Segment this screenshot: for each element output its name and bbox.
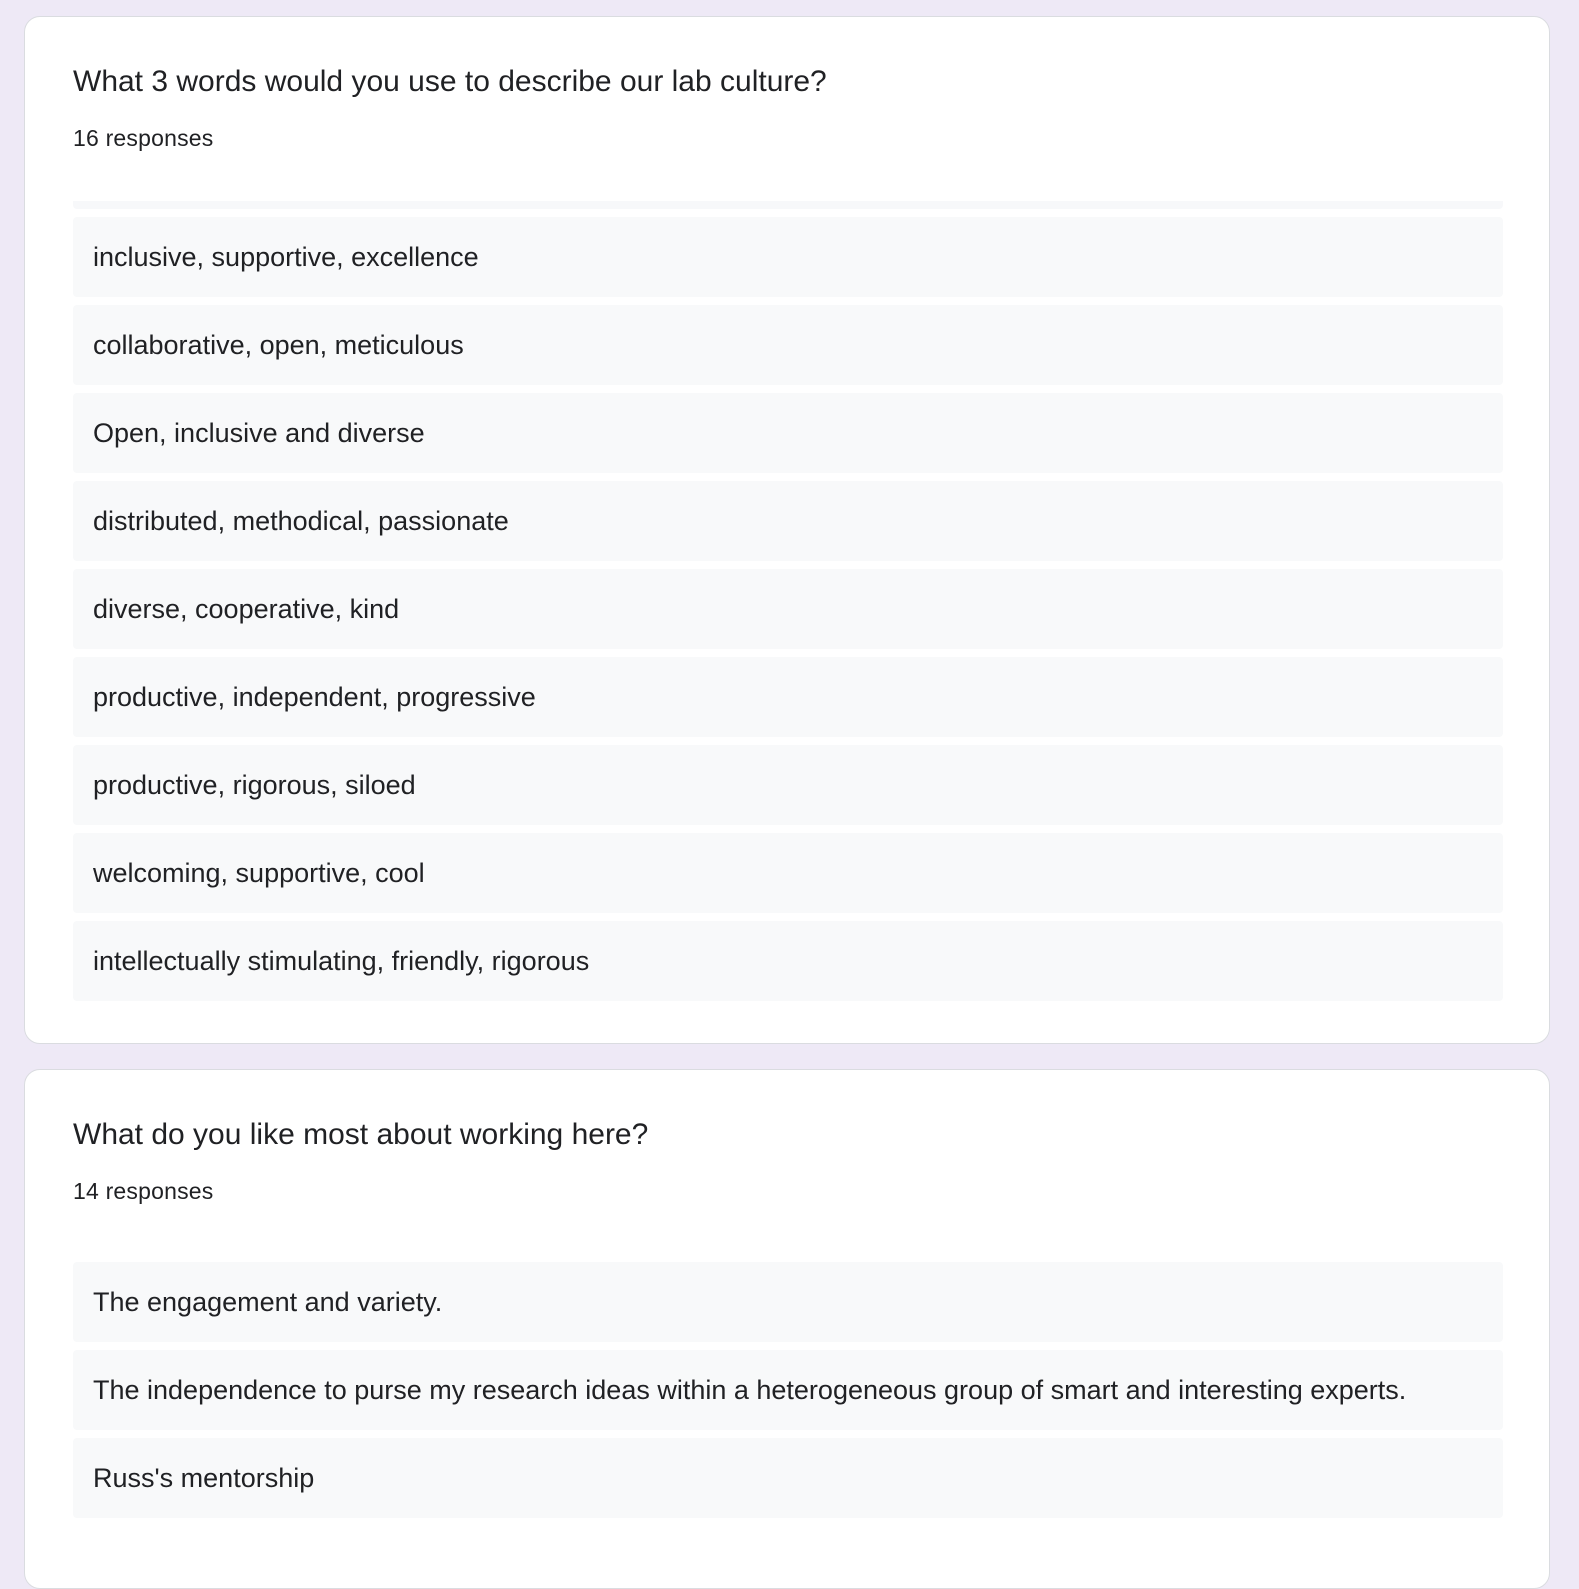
response-row: diverse, cooperative, kind (73, 569, 1503, 649)
question-card-lab-culture (24, 16, 1550, 1044)
response-row: Russ's mentorship (73, 1438, 1503, 1518)
response-row: Open, inclusive and diverse (73, 393, 1503, 473)
question-title: What do you like most about working here? (73, 1118, 649, 1151)
response-count: 16 responses (73, 125, 214, 151)
response-count: 14 responses (73, 1178, 214, 1204)
response-list[interactable] (73, 201, 1503, 1009)
response-row: welcoming, supportive, cool (73, 833, 1503, 913)
question-title: What 3 words would you use to describe our lab culture? (73, 65, 827, 98)
response-row: productive, rigorous, siloed (73, 745, 1503, 825)
response-row: collaborative, open, meticulous (73, 305, 1503, 385)
response-row: intellectually stimulating, friendly, rigorous (73, 921, 1503, 1001)
question-card-like-most (24, 1069, 1550, 1589)
response-row-partial (73, 201, 1503, 209)
response-row: distributed, methodical, passionate (73, 481, 1503, 561)
response-row: The engagement and variety. (73, 1262, 1503, 1342)
response-list[interactable] (73, 1262, 1503, 1526)
response-row: productive, independent, progressive (73, 657, 1503, 737)
response-row: The independence to purse my research ideas within a heterogeneous group of smart and interesting experts. (73, 1350, 1503, 1430)
response-row: inclusive, supportive, excellence (73, 217, 1503, 297)
